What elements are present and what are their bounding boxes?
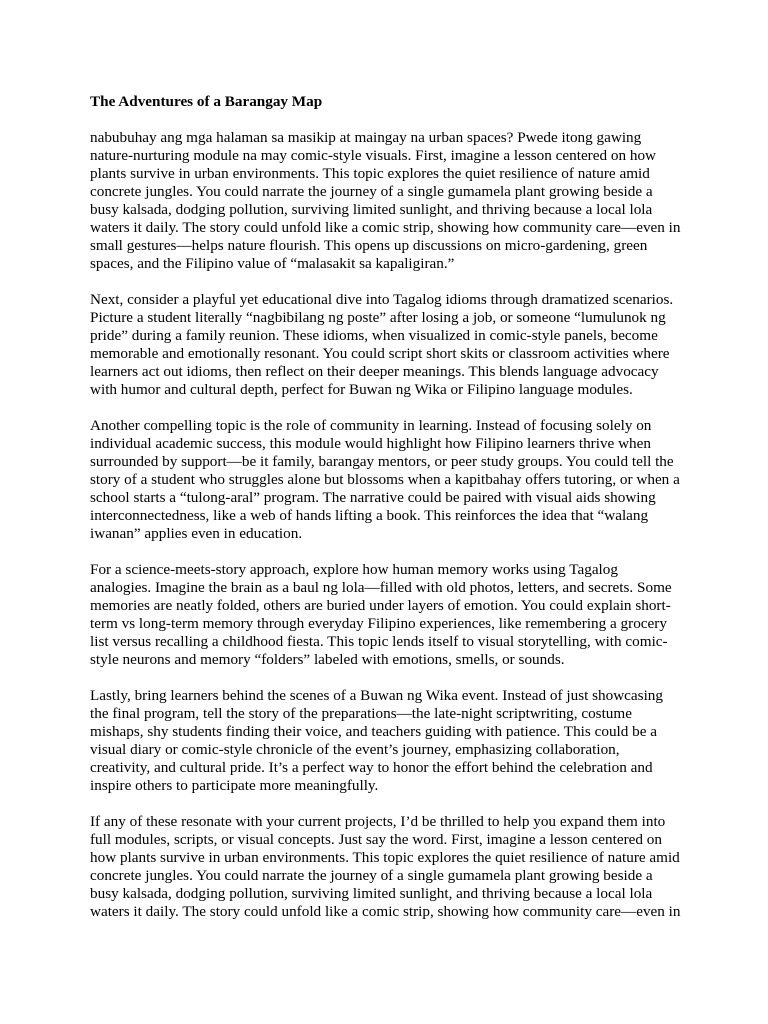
text-line: Lastly, bring learners behind the scenes of a Buwan ng Wika event. Instead of just showcasing [90,687,663,704]
text-line: Another compelling topic is the role of community in learning. Instead of focusing solely on [90,417,652,434]
text-line: nature-nurturing module na may comic-style visuals. First, imagine a lesson centered on how [90,147,657,164]
text-line: individual academic success, this module would highlight how Filipino learners thrive when [90,435,651,452]
text-line: Next, consider a playful yet educational dive into Tagalog idioms through dramatized scenarios. [90,291,674,308]
text-line: If any of these resonate with your current projects, I’d be thrilled to help you expand them into [90,813,666,830]
document-title: The Adventures of a Barangay Map [90,93,323,110]
text-line: Picture a student literally “nagbibilang ng poste” after losing a job, or someone “lumulunok ng [90,309,666,326]
text-line: plants survive in urban environments. This topic explores the quiet resilience of nature amid [90,165,650,182]
text-line: surrounded by support—be it family, barangay mentors, or peer study groups. You could tell the [90,453,674,470]
text-line: concrete jungles. You could narrate the journey of a single gumamela plant growing beside a [90,867,653,884]
text-line: mishaps, shy students finding their voice, and teachers guiding with patience. This could be a [90,723,658,740]
document-body [90,129,681,921]
text-line: school starts a “tulong-aral” program. The narrative could be paired with visual aids showing [90,489,656,506]
text-line: inspire others to participate more meaningfully. [90,777,379,794]
text-line: how plants survive in urban environments. This topic explores the quiet resilience of nature amid [90,849,680,866]
text-line: learners act out idioms, then reflect on their deeper meanings. This blends language advocacy [90,363,659,380]
paragraph [90,813,681,921]
paragraph [90,687,678,795]
text-line: pride” during a family reunion. These idioms, when visualized in comic-style panels, become [90,327,658,344]
text-line: small gestures—helps nature flourish. This opens up discussions on micro-gardening, green [90,237,648,254]
text-line: nabubuhay ang mga halaman sa masikip at maingay na urban spaces? Pwede itong gawing [90,129,642,146]
paragraph [90,417,678,543]
text-line: memories are neatly folded, others are buried under layers of emotion. You could explain short- [90,597,671,614]
paragraph [90,129,681,273]
text-line: interconnectedness, like a web of hands lifting a book. This reinforces the idea that “walang [90,507,649,524]
text-line: waters it daily. The story could unfold like a comic strip, showing how community care—even in [90,219,681,236]
text-line: waters it daily. The story could unfold like a comic strip, showing how community care—even in [90,903,681,920]
text-line: busy kalsada, dodging pollution, surviving limited sunlight, and thriving because a local lola [90,885,653,902]
text-line: For a science-meets-story approach, explore how human memory works using Tagalog [90,561,618,578]
paragraph [90,291,678,399]
text-line: story of a student who struggles alone but blossoms when a kapitbahay offers tutoring, or when a [90,471,680,488]
text-line: iwanan” applies even in education. [90,525,303,542]
text-line: analogies. Imagine the brain as a baul ng lola—filled with old photos, letters, and secrets. Some [90,579,672,596]
text-line: busy kalsada, dodging pollution, surviving limited sunlight, and thriving because a local lola [90,201,653,218]
text-line: creativity, and cultural pride. It’s a perfect way to honor the effort behind the celebration and [90,759,653,776]
paragraph [90,561,678,669]
text-line: with humor and cultural depth, perfect for Buwan ng Wika or Filipino language modules. [90,381,633,398]
text-line: list versus recalling a childhood fiesta. This topic lends itself to visual storytelling, with comic- [90,633,668,650]
text-line: term vs long-term memory through everyday Filipino experiences, like remembering a grocery [90,615,667,632]
text-line: concrete jungles. You could narrate the journey of a single gumamela plant growing beside a [90,183,653,200]
text-line: the final program, tell the story of the preparations—the late-night scriptwriting, costume [90,705,632,722]
text-line: style neurons and memory “folders” labeled with emotions, smells, or sounds. [90,651,565,668]
text-line: spaces, and the Filipino value of “malasakit sa kapaligiran.” [90,255,455,272]
text-line: memorable and emotionally resonant. You could script short skits or classroom activities where [90,345,670,362]
text-line: full modules, scripts, or visual concepts. Just say the word. First, imagine a lesson centered on [90,831,662,848]
text-line: visual diary or comic-style chronicle of the event’s journey, emphasizing collaboration, [90,741,620,758]
document-page [90,93,681,939]
